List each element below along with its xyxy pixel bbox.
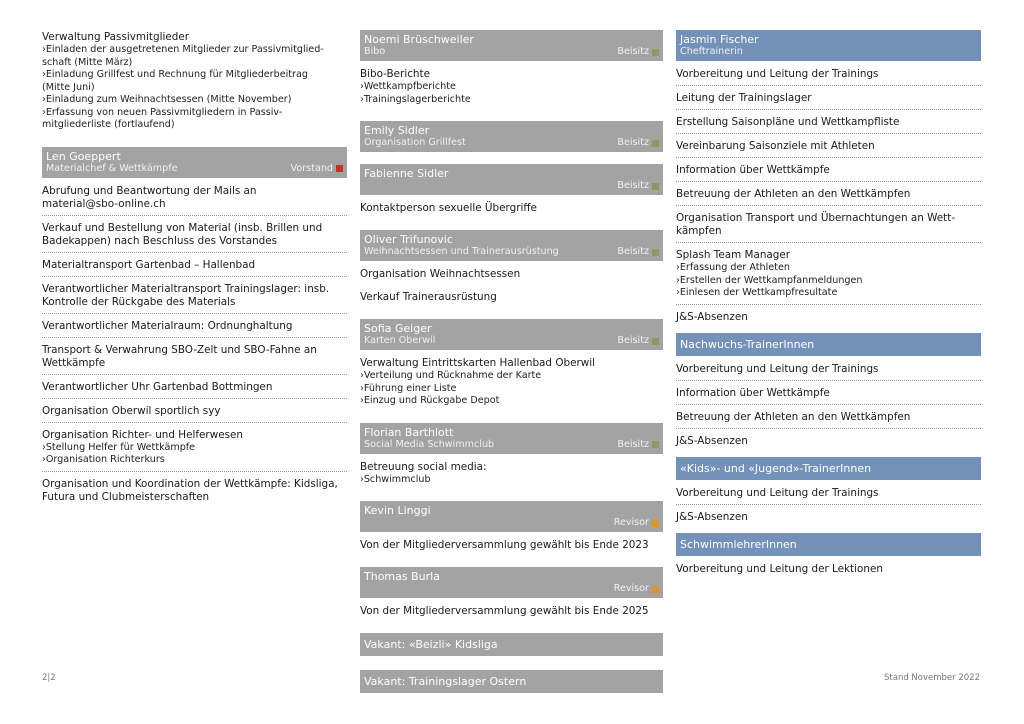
task-title: Organisation Transport und Übernachtungen an Wett- [676,212,956,224]
person-header [360,164,663,195]
person-role-wrap [617,246,659,258]
person-header [360,501,663,532]
page-number: 2|2 [42,673,56,683]
task-title: Von der Mitgliederversammlung gewählt bis Ende 2023 [360,539,649,551]
task-title: Leitung der Trainingslager [676,92,812,104]
task-item [360,290,663,308]
person-name: Fabienne Sidler [364,167,449,180]
person-role: Beisitz [617,180,649,191]
task-item [676,510,981,528]
person-subline [364,335,659,347]
person-function: Organisation Grillfest [364,137,466,148]
task-item [676,362,981,381]
column-1 [42,30,347,513]
role-square-icon [652,49,659,56]
task-title: Badekappen) nach Beschluss des Vorstandes [42,234,278,247]
task-item [360,538,663,556]
task-detail: ›Erfassung der Athleten [676,262,790,273]
task-title: J&S-Absenzen [676,310,748,323]
task-title: Verantwortlicher Uhr Gartenbad Bottmingen [42,380,273,393]
person-header [360,423,663,454]
person-role-wrap [617,335,659,347]
task-title: Information über Wettkämpfe [676,386,830,399]
task-title: Verwaltung Passivmitglieder [42,31,189,43]
task-item [676,410,981,429]
task-item [676,486,981,505]
role-square-icon [652,520,659,527]
task-title: Verantwortlicher Materialtransport Trainingslager: insb. [42,282,330,295]
person-function: Materialchef & Wettkämpfe [46,162,178,174]
person-subline [364,246,659,258]
task-item [42,184,347,216]
task-item [676,187,981,206]
person-role: Beisitz [617,246,649,257]
task-title: Verkauf und Bestellung von Material (insb. Brillen und [42,221,323,234]
task-title: Bibo-Berichte [360,68,430,80]
task-list [42,184,347,508]
person-name: Kevin Linggi [364,504,431,517]
task-title: Kontaktperson sexuelle Übergriffe [360,202,537,214]
task-title: J&S-Absenzen [676,434,748,447]
person-name: Len Goeppert [46,149,121,163]
task-title: Organisation Weihnachtsessen [360,268,521,280]
person-role: Beisitz [617,438,649,450]
task-title: Vereinbarung Saisonziele mit Athleten [676,140,875,152]
task-detail: ›Wettkampfberichte [360,81,456,92]
person-function: Social Media Schwimmclub [364,438,495,450]
person-header [360,230,663,261]
person-role: Revisor [613,517,649,528]
task-detail: ›Einladung Grillfest und Rechnung für Mitgliederbeitrag [42,69,308,80]
task-title: Betreuung der Athleten an den Wettkämpfen [676,410,911,423]
task-detail: ›Einzug und Rückgabe Depot [360,395,500,406]
person-name: Thomas Burla [364,570,440,583]
task-title: Abrufung und Beantwortung der Mails an [42,184,257,197]
vacancy-header: Vakant: Trainingslager Ostern [360,670,663,693]
intro-lines [42,44,347,132]
task-title: Organisation Richter- und Helferwesen [42,428,243,441]
person-subline [364,439,659,451]
task-item [42,221,347,253]
task-title: Vorbereitung und Leitung der Trainings [676,362,879,375]
person-role-wrap [617,46,659,58]
person-name: Noemi Brüschweiler [364,33,474,46]
person-function: Bibo [364,46,386,57]
group-header: «Kids»- und «Jugend»-TrainerInnen [676,457,981,480]
group-header: SchwimmlehrerInnen [676,533,981,556]
column-3 [676,30,981,585]
task-item [676,248,981,305]
task-list [676,67,981,328]
task-item [360,267,663,285]
task-detail: mitgliederliste (fortlaufend) [42,119,175,130]
group-list [676,333,981,580]
person-name: Florian Barthlott [364,425,454,439]
task-title: Splash Team Manager [676,249,791,261]
task-detail: ›Stellung Helfer für Wettkämpfe [42,441,196,453]
task-title: material@sbo-online.ch [42,197,166,210]
task-item [676,310,981,328]
task-item [676,115,981,134]
person-name: Sofia Geiger [364,322,432,335]
person-role-wrap [614,583,659,595]
status-date: Stand November 2022 [884,673,980,683]
task-item [42,282,347,314]
person-name: Emily Sidler [364,124,430,137]
task-detail: ›Einlesen der Wettkampfresultate [676,287,838,298]
task-item [676,163,981,182]
task-item [42,319,347,338]
person-subline [364,46,659,58]
person-role: Beisitz [617,335,649,346]
task-title: Organisation und Koordination der Wettkämpfe: Kidsliga, [42,477,338,490]
task-item [360,67,663,110]
person-subline [364,180,659,192]
task-item [676,67,981,86]
task-title: Verantwortlicher Materialraum: Ordnunghaltung [42,319,293,332]
person-header [360,121,663,152]
task-title: Erstellung Saisonpläne und Wettkampfliste [676,116,900,128]
person-role: Beisitz [617,137,649,148]
task-detail: schaft (Mitte März) [42,56,133,68]
task-item [676,91,981,110]
person-role: Revisor [613,583,649,594]
task-title: kämpfen [676,225,722,237]
role-square-icon [652,249,659,256]
task-item [42,477,347,508]
person-header [676,30,981,61]
task-detail: ›Erfassung von neuen Passivmitgliedern in Passiv- [42,106,283,118]
person-role-wrap [614,517,659,529]
person-header [360,319,663,350]
person-role-wrap [617,137,659,149]
task-item [42,380,347,399]
task-title: Futura und Clubmeisterschaften [42,490,210,503]
task-item [42,343,347,375]
people-list [360,30,663,633]
task-title: Vorbereitung und Leitung der Trainings [676,68,879,80]
person-function: Weihnachtsessen und Trainerausrüstung [364,246,559,257]
task-item [42,428,347,472]
person-role-wrap [617,439,659,451]
person-subline [364,583,659,595]
role-square-icon [652,140,659,147]
task-detail: ›Einladung zum Weihnachtsessen (Mitte November) [42,94,292,105]
role-square-icon [336,165,343,172]
task-title: Von der Mitgliederversammlung gewählt bis Ende 2025 [360,605,649,617]
task-title: Verkauf Trainerausrüstung [360,291,497,303]
vacancy-header: Vakant: «Beizli» Kidsliga [360,633,663,656]
person-header [360,567,663,598]
person-header [42,147,347,178]
intro-passive-members [42,30,347,136]
task-detail: (Mitte Juni) [42,81,95,93]
task-item [676,434,981,452]
task-item [676,386,981,405]
task-title: Organisation Oberwil sportlich syy [42,404,221,417]
task-title: J&S-Absenzen [676,510,748,523]
task-item [360,356,663,412]
task-detail: ›Trainingslagerberichte [360,93,471,105]
task-item [42,404,347,423]
task-detail: ›Erstellen der Wettkampfanmeldungen [676,274,863,286]
group-header: Nachwuchs-TrainerInnen [676,333,981,356]
task-title: Betreuung der Athleten an den Wettkämpfen [676,188,911,200]
task-item [360,604,663,622]
task-title: Vorbereitung und Leitung der Trainings [676,486,879,499]
task-detail: ›Schwimmclub [360,473,431,485]
task-item [360,460,663,491]
role-square-icon [652,183,659,190]
task-title: Kontrolle der Rückgabe des Materials [42,295,236,308]
vacancy-list [360,633,663,693]
task-title: Vorbereitung und Leitung der Lektionen [676,562,883,575]
role-square-icon [652,441,659,448]
task-title: Information über Wettkämpfe [676,164,830,176]
person-function: Karten Oberwil [364,335,436,346]
person-role: Vorstand [290,162,333,174]
task-title: Verwaltung Eintrittskarten Hallenbad Oberwil [360,357,596,369]
person-name: Jasmin Fischer [680,33,759,46]
task-item [676,211,981,243]
task-title: Betreuung social media: [360,460,487,473]
task-detail: ›Führung einer Liste [360,382,457,394]
task-item [42,258,347,277]
task-detail: ›Verteilung und Rücknahme der Karte [360,370,542,381]
person-subline [364,517,659,529]
person-header [360,30,663,61]
task-item [676,562,981,580]
role-square-icon [652,586,659,593]
person-function: Cheftrainerin [680,46,743,57]
person-name: Oliver Trifunovic [364,233,453,246]
column-2 [360,30,663,707]
role-square-icon [652,338,659,345]
person-role-wrap [617,180,659,192]
task-title: Materialtransport Gartenbad – Hallenbad [42,258,256,271]
person-subline [364,137,659,149]
task-detail: ›Einladen der ausgetretenen Mitglieder zur Passivmitglied- [42,44,324,55]
task-detail: ›Organisation Richterkurs [42,454,165,465]
person-role: Beisitz [617,46,649,57]
task-title: Wettkämpfe [42,356,106,369]
task-item [676,139,981,158]
task-item [360,201,663,219]
task-title: Transport & Verwahrung SBO-Zelt und SBO-Fahne an [42,343,317,356]
